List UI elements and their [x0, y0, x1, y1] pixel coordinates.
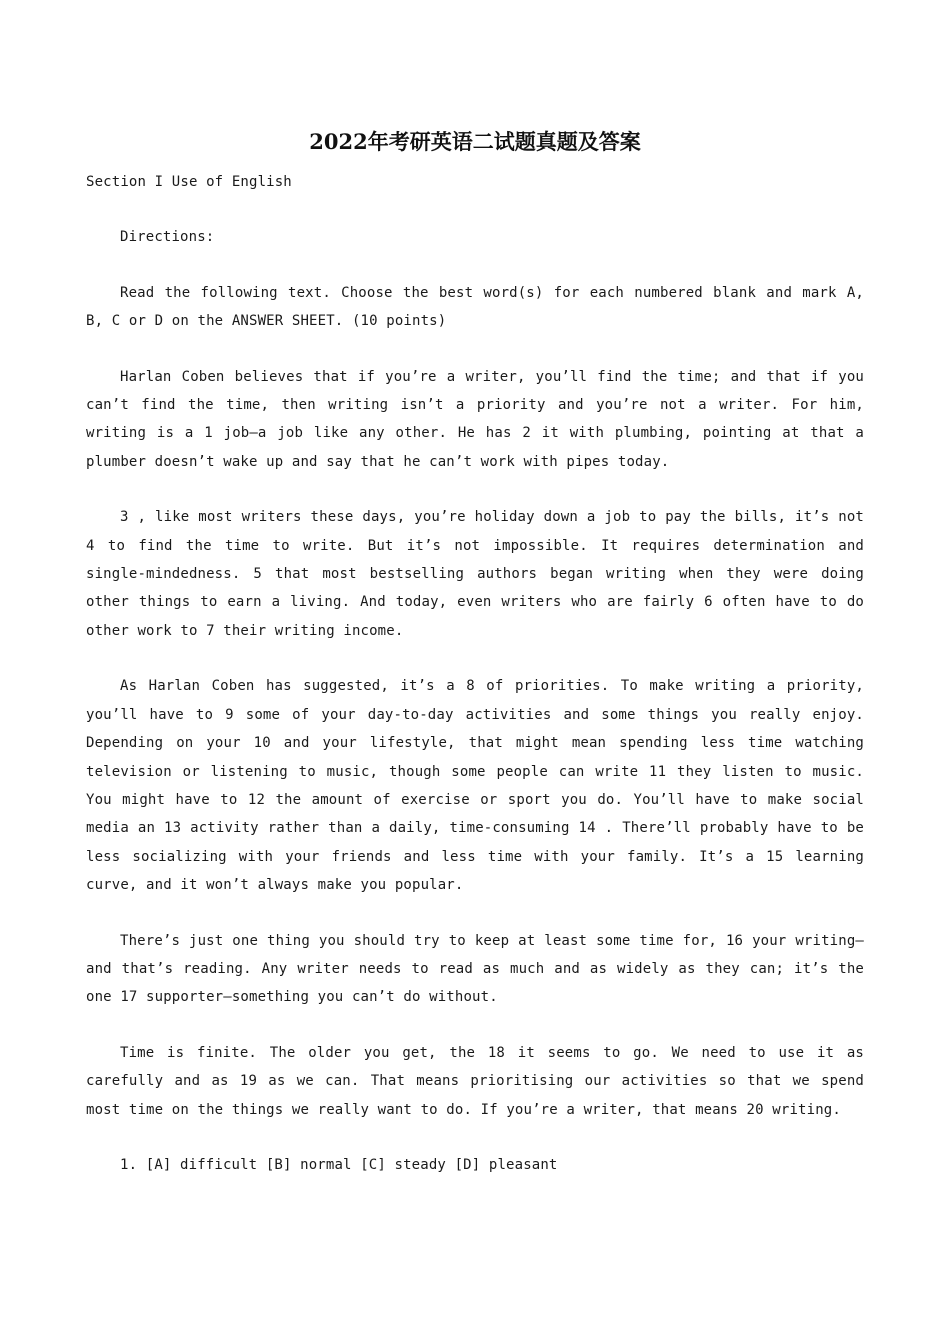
section-heading: Section I Use of English — [86, 174, 292, 190]
passage-paragraph-1: Harlan Coben believes that if you’re a writer, you’ll find the time; and that if you can’t find the time, then writing isn’t a priority and you’re not a writer. For him, writing is a 1 job–a job like any other. He has 2 it with plumbing, pointing at that a plumber doesn’t wake up and say that he can’t work with pipes today. — [86, 368, 864, 470]
passage-paragraph-4: There’s just one thing you should try to keep at least some time for, 16 your writing–and that’s reading. Any writer needs to read as much and as widely as they can; it’s the one 17 supporter–something you can’t do without. — [86, 932, 864, 1006]
question-1: 1. [A] difficult [B] normal [C] steady [D] pleasant — [120, 1156, 558, 1173]
passage-paragraph-3: As Harlan Coben has suggested, it’s a 8 of priorities. To make writing a priority, you’ll have to 9 some of your day-to-day activities and some things you really enjoy. Depending on your 10 and your lifestyle, that might mean spending less time watching television or listening to music, though some people can write 11 they listen to music. You might have to 12 the amount of exercise or sport you do. You’ll have to make social media an 13 activity rather than a daily, time-consuming 14 . There’ll probably have to be less socializing with your friends and less time with your family. It’s a 15 learning curve, and it won’t always make you popular. — [86, 678, 864, 894]
document-title: 2022年考研英语二试题真题及答案 — [309, 129, 641, 154]
passage-paragraph-5: Time is finite. The older you get, the 18 it seems to go. We need to use it as carefully and as 19 as we can. That means prioritising our activities so that we spend most time on the things we really want to do. If you’re a writer, that means 20 writing. — [86, 1044, 864, 1118]
passage-paragraph-2: 3 , like most writers these days, you’re holiday down a job to pay the bills, it’s not 4 to find the time to write. But it’s not impossible. It requires determination and single-mindedness. 5 that most bestselling authors began writing when they were doing other things to earn a living. And today, even writers who are fairly 6 often have to do other work to 7 their writing income. — [86, 509, 864, 639]
instructions-paragraph: Read the following text. Choose the best word(s) for each numbered blank and mark A, B, C or D on the ANSWER SHEET. (10 points) — [86, 284, 864, 330]
directions-label: Directions: — [120, 229, 215, 246]
document-page — [86, 124, 864, 1179]
